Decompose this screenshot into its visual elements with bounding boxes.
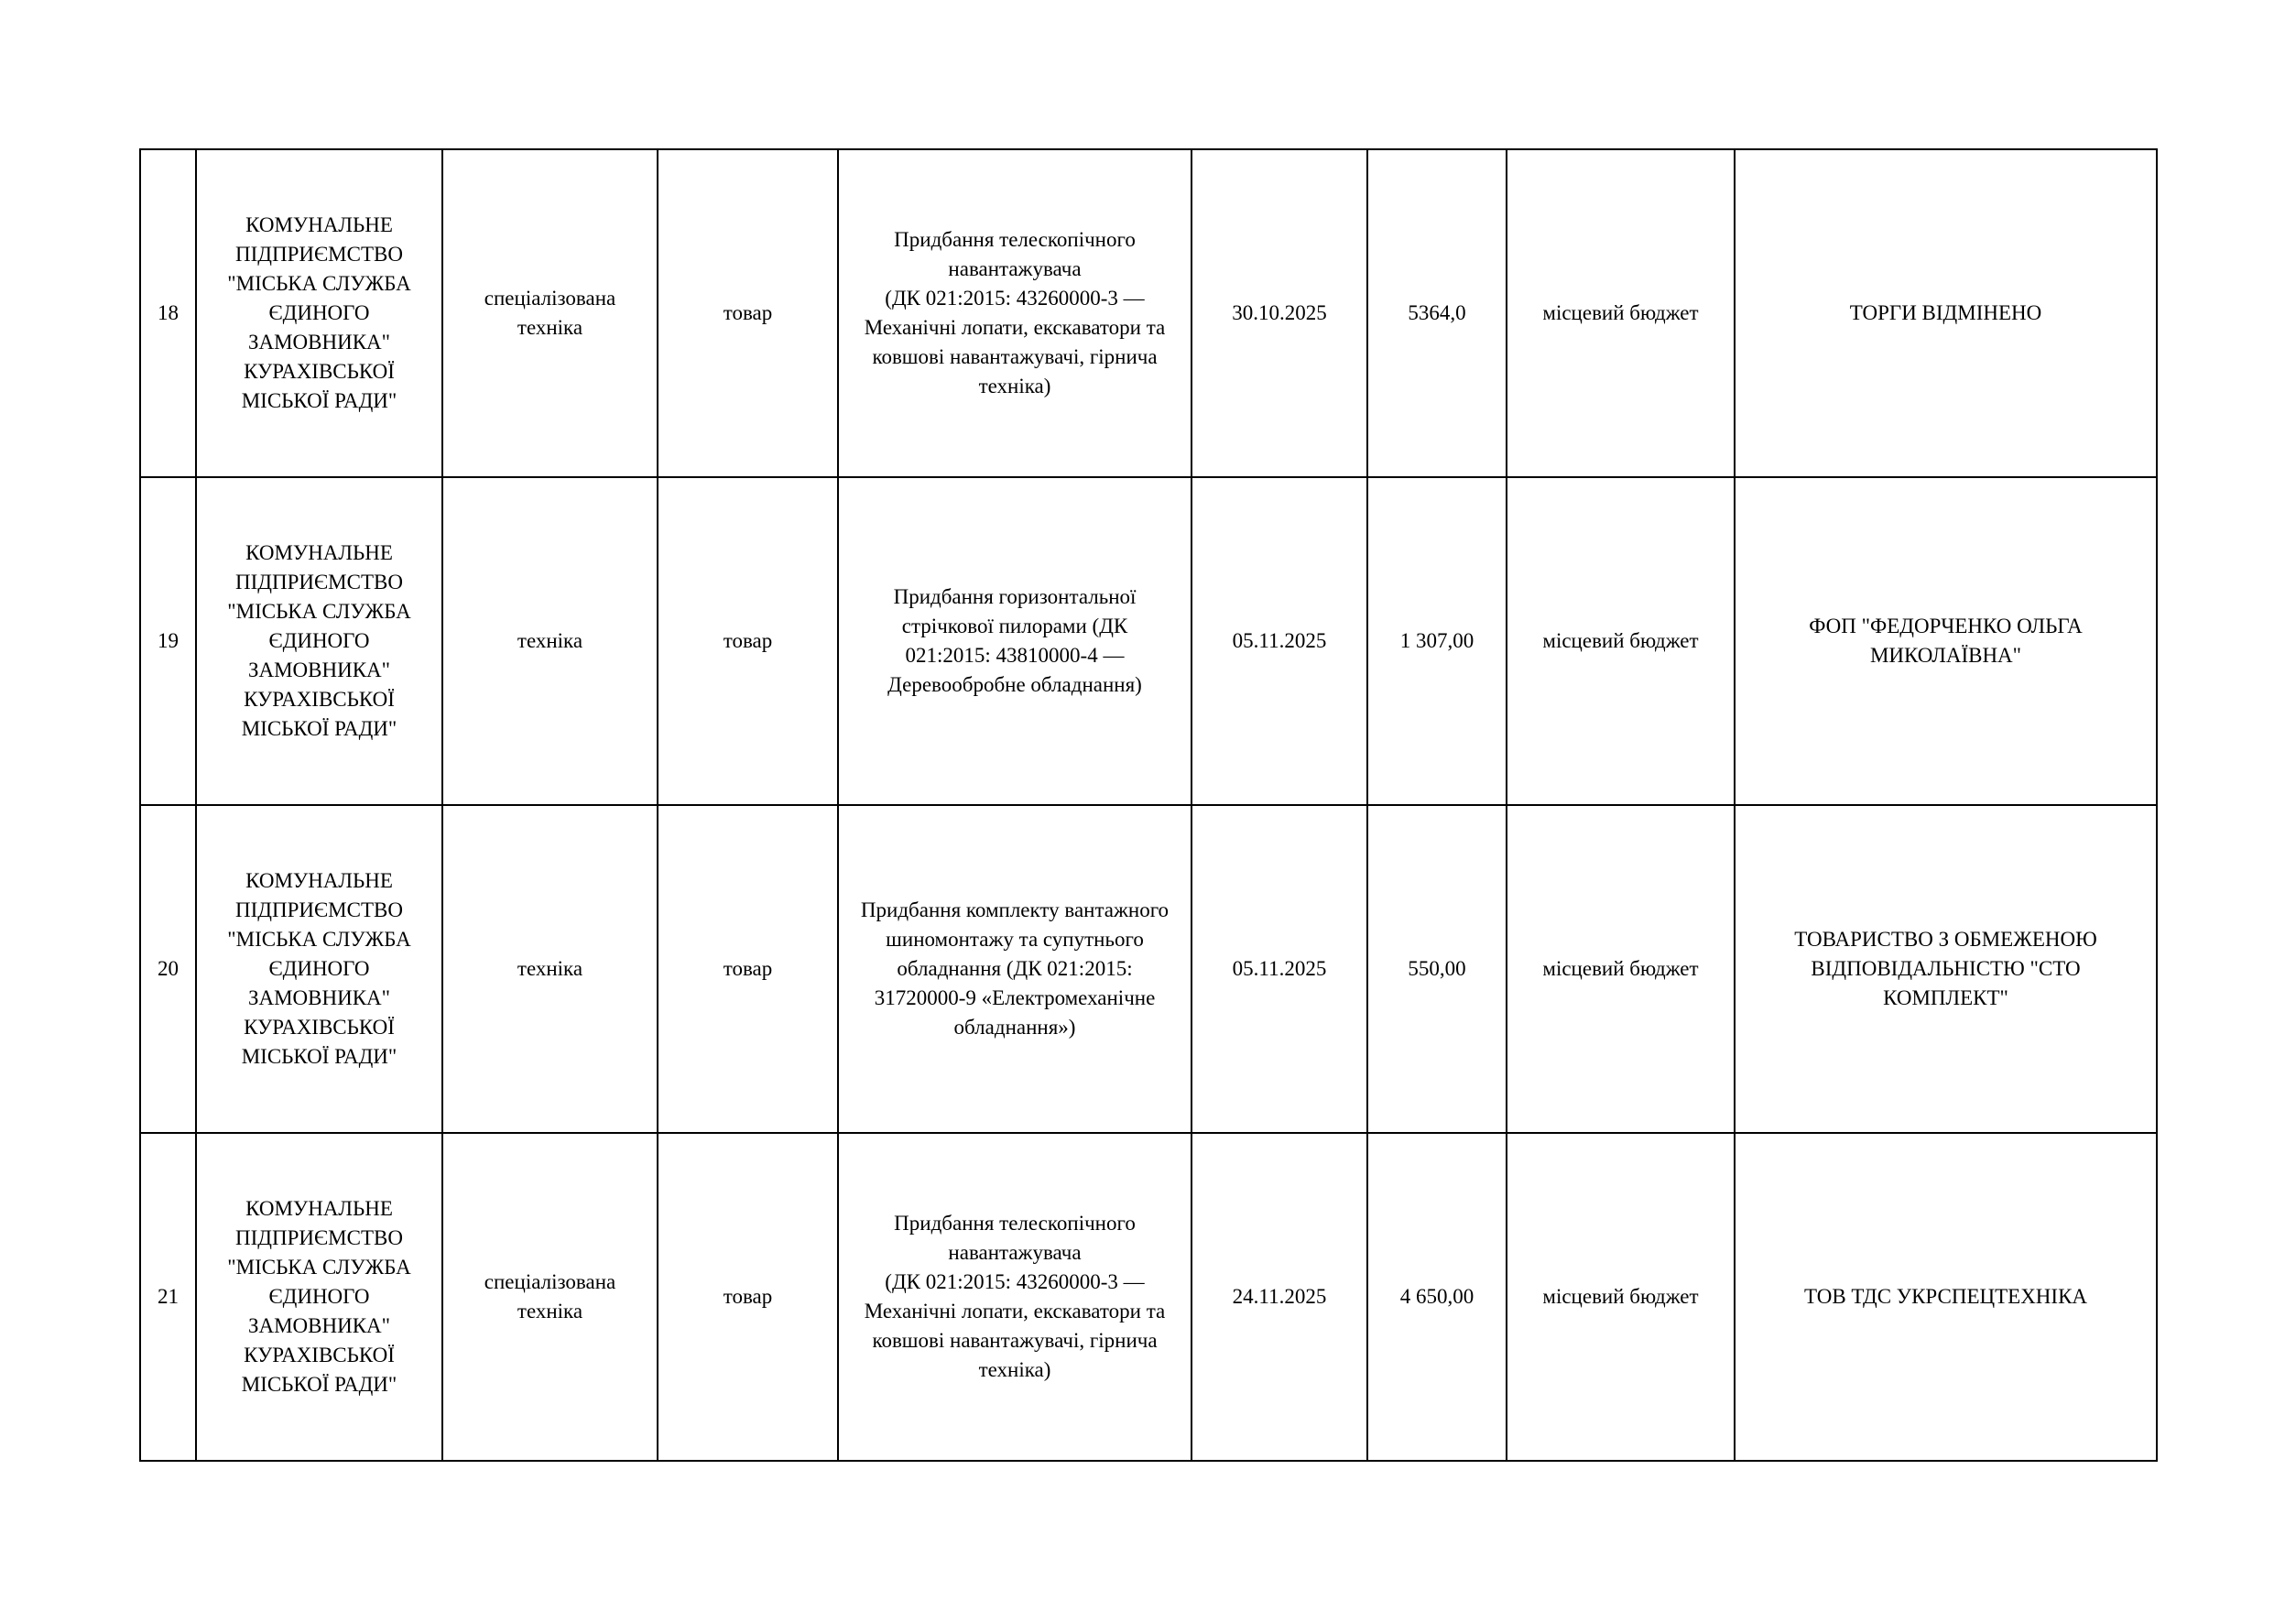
category-cell	[442, 1133, 658, 1461]
procurement-subject-line: Придбання комплекту вантажного	[860, 898, 1170, 921]
category-cell	[442, 149, 658, 477]
customer-line: ЄДИНОГО	[268, 1285, 370, 1308]
procurement-subject-line: Придбання горизонтальної	[893, 585, 1137, 608]
procurement-subject-line: (ДК 021:2015: 43260000-3 —	[885, 287, 1145, 310]
category-line: техніка	[517, 957, 583, 980]
procurement-subject-line: ковшові навантажувачі, гірнича	[872, 345, 1158, 368]
customer-line: КОМУНАЛЬНЕ	[245, 213, 393, 236]
amount-cell: 550,00	[1367, 805, 1507, 1133]
category-cell	[442, 477, 658, 805]
amount-cell: 4 650,00	[1367, 1133, 1507, 1461]
amount-cell: 5364,0	[1367, 149, 1507, 477]
procurement-subject-line: обладнання»)	[953, 1016, 1076, 1039]
category-line: техніка	[517, 316, 583, 339]
procurement-subject-line: ковшові навантажувачі, гірнича	[872, 1329, 1158, 1352]
table-body	[140, 149, 2157, 1461]
procurement-subject-line: 31720000-9 «Електромеханічне	[874, 986, 1156, 1009]
customer-line: ЗАМОВНИКА"	[247, 659, 391, 681]
category-line: техніка	[517, 629, 583, 652]
category-line: техніка	[517, 1300, 583, 1323]
category-line: спеціалізована	[484, 287, 616, 310]
customer-line: ПІДПРИЄМСТВО	[235, 243, 403, 266]
customer-line: КУРАХІВСЬКОЇ	[244, 688, 395, 711]
customer-line: МІСЬКОЇ РАДИ"	[241, 389, 397, 412]
date-cell: 30.10.2025	[1192, 149, 1367, 477]
procurement-subject-cell	[838, 805, 1192, 1133]
funding-source-cell: місцевий бюджет	[1507, 149, 1735, 477]
procurement-subject-line: навантажувача	[948, 1241, 1082, 1264]
procurement-type-cell: товар	[658, 805, 838, 1133]
result-line: ВІДПОВІДАЛЬНІСТЮ "СТО	[1811, 957, 2081, 980]
customer-line: ЗАМОВНИКА"	[247, 986, 391, 1009]
date-cell: 24.11.2025	[1192, 1133, 1367, 1461]
funding-source-cell: місцевий бюджет	[1507, 1133, 1735, 1461]
funding-source-cell: місцевий бюджет	[1507, 805, 1735, 1133]
table-row	[140, 1133, 2157, 1461]
customer-line: ПІДПРИЄМСТВО	[235, 898, 403, 921]
result-cell	[1735, 1133, 2157, 1461]
customer-line: ЗАМОВНИКА"	[247, 1314, 391, 1337]
row-number-cell: 19	[140, 477, 196, 805]
customer-line: ЗАМОВНИКА"	[247, 331, 391, 354]
table-row	[140, 805, 2157, 1133]
procurement-subject-line: 021:2015: 43810000-4 —	[905, 644, 1125, 667]
table-row	[140, 149, 2157, 477]
customer-line: "МІСЬКА СЛУЖБА	[227, 928, 411, 951]
result-line: ТОВ ТДС УКРСПЕЦТЕХНІКА	[1803, 1285, 2088, 1308]
procurement-subject-line: (ДК 021:2015: 43260000-3 —	[885, 1270, 1145, 1293]
procurement-type-cell: товар	[658, 477, 838, 805]
customer-line: КУРАХІВСЬКОЇ	[244, 360, 395, 383]
customer-line: МІСЬКОЇ РАДИ"	[241, 1045, 397, 1068]
result-line: КОМПЛЕКТ"	[1883, 986, 2008, 1009]
customer-line: КОМУНАЛЬНЕ	[245, 541, 393, 564]
result-cell	[1735, 149, 2157, 477]
customer-line: КОМУНАЛЬНЕ	[245, 869, 393, 892]
table-row	[140, 477, 2157, 805]
procurement-subject-line: техніка)	[978, 375, 1051, 397]
funding-source-cell: місцевий бюджет	[1507, 477, 1735, 805]
result-cell	[1735, 805, 2157, 1133]
customer-line: "МІСЬКА СЛУЖБА	[227, 600, 411, 623]
row-number-cell: 21	[140, 1133, 196, 1461]
customer-line: ЄДИНОГО	[268, 629, 370, 652]
row-number-cell: 20	[140, 805, 196, 1133]
category-line: спеціалізована	[484, 1270, 616, 1293]
procurement-subject-line: Придбання телескопічного	[894, 1212, 1136, 1235]
customer-line: ЄДИНОГО	[268, 301, 370, 324]
procurement-subject-cell	[838, 1133, 1192, 1461]
amount-cell: 1 307,00	[1367, 477, 1507, 805]
procurement-subject-line: стрічкової пилорами (ДК	[901, 615, 1128, 637]
procurement-subject-line: Механічні лопати, екскаватори та	[864, 316, 1166, 339]
procurement-table	[139, 148, 2158, 1462]
procurement-type-cell: товар	[658, 1133, 838, 1461]
customer-cell	[196, 1133, 442, 1461]
customer-line: ПІДПРИЄМСТВО	[235, 1226, 403, 1249]
customer-line: ЄДИНОГО	[268, 957, 370, 980]
procurement-subject-line: Придбання телескопічного	[894, 228, 1136, 251]
procurement-type-cell: товар	[658, 149, 838, 477]
category-cell	[442, 805, 658, 1133]
customer-line: КУРАХІВСЬКОЇ	[244, 1344, 395, 1366]
customer-line: МІСЬКОЇ РАДИ"	[241, 1373, 397, 1396]
row-number-cell: 18	[140, 149, 196, 477]
procurement-subject-line: Механічні лопати, екскаватори та	[864, 1300, 1166, 1323]
result-line: ТОВАРИСТВО З ОБМЕЖЕНОЮ	[1794, 928, 2097, 951]
procurement-subject-line: Деревообробне обладнання)	[887, 673, 1142, 696]
procurement-subject-line: шиномонтажу та супутнього	[886, 928, 1144, 951]
customer-line: "МІСЬКА СЛУЖБА	[227, 1256, 411, 1279]
result-line: ФОП "ФЕДОРЧЕНКО ОЛЬГА	[1809, 615, 2083, 637]
procurement-subject-cell	[838, 149, 1192, 477]
procurement-subject-line: навантажувача	[948, 257, 1082, 280]
result-cell	[1735, 477, 2157, 805]
customer-line: "МІСЬКА СЛУЖБА	[227, 272, 411, 295]
procurement-subject-cell	[838, 477, 1192, 805]
date-cell: 05.11.2025	[1192, 805, 1367, 1133]
customer-line: КОМУНАЛЬНЕ	[245, 1197, 393, 1220]
customer-cell	[196, 477, 442, 805]
customer-line: ПІДПРИЄМСТВО	[235, 571, 403, 593]
customer-cell	[196, 805, 442, 1133]
result-line: ТОРГИ ВІДМІНЕНО	[1849, 301, 2042, 324]
result-line: МИКОЛАЇВНА"	[1869, 644, 2022, 667]
procurement-subject-line: обладнання (ДК 021:2015:	[897, 957, 1133, 980]
customer-line: МІСЬКОЇ РАДИ"	[241, 717, 397, 740]
date-cell: 05.11.2025	[1192, 477, 1367, 805]
customer-line: КУРАХІВСЬКОЇ	[244, 1016, 395, 1039]
procurement-subject-line: техніка)	[978, 1358, 1051, 1381]
customer-cell	[196, 149, 442, 477]
